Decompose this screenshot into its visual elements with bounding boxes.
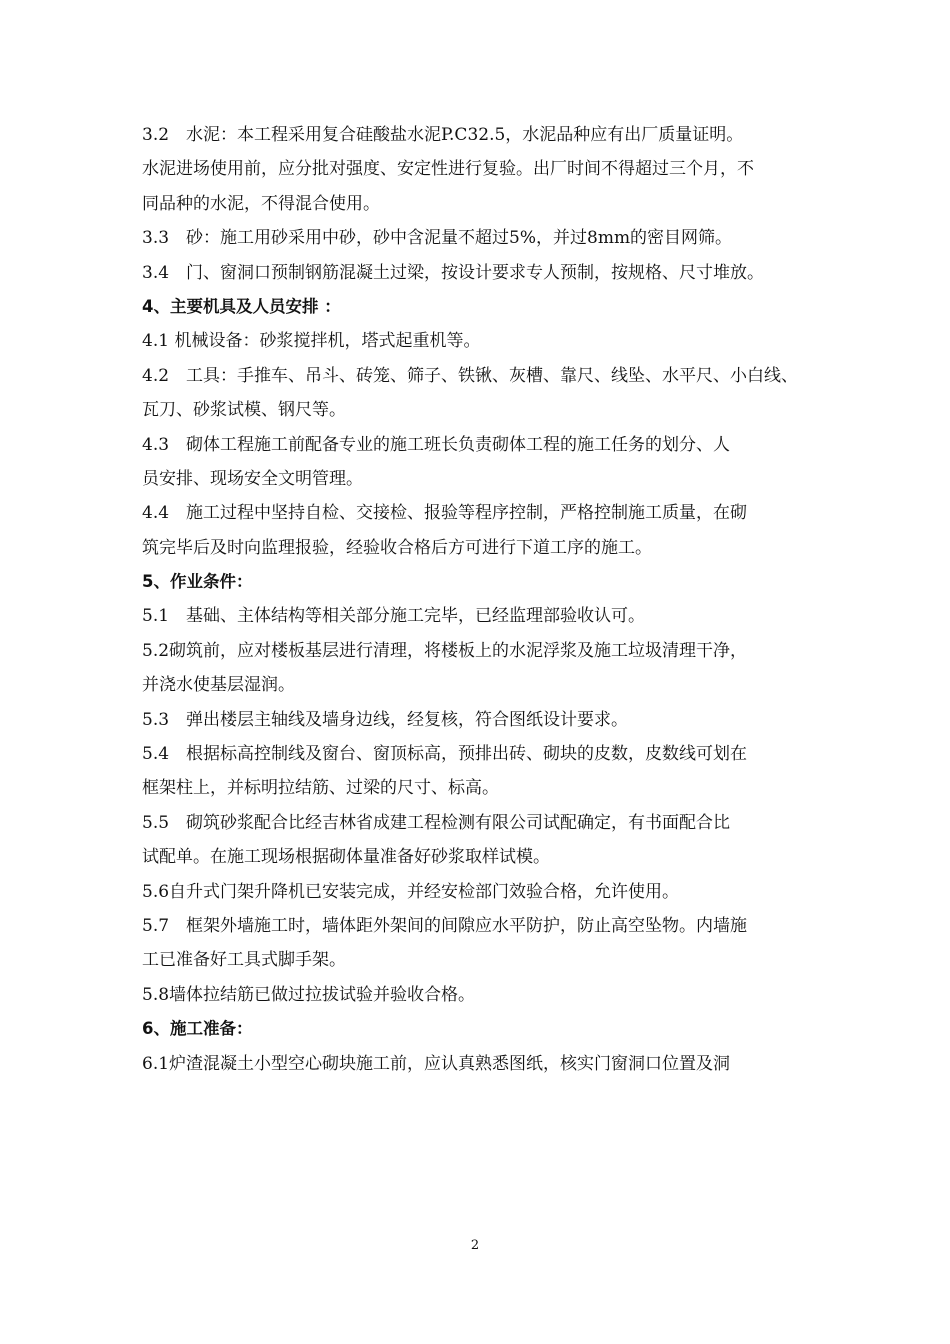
text-line: 5.8墙体拉结筋已做过拉拔试验并验收合格。 (142, 984, 476, 1005)
text-line: 5.4 根据标高控制线及窗台、窗顶标高，预排出砖、砌块的皮数，皮数线可划在 (142, 744, 748, 765)
text-line: 5.7 框架外墙施工时，墙体距外架间的间隙应水平防护，防止高空坠物。内墙施 (142, 915, 748, 936)
text-line: 瓦刀、砂浆试模、钢尺等。 (142, 400, 346, 421)
text-line: 员安排、现场安全文明管理。 (142, 468, 363, 489)
text-line: 3.3 砂：施工用砂采用中砂，砂中含泥量不超过5%，并过8mm的密目网筛。 (142, 228, 733, 249)
text-line: 3.4 门、窗洞口预制钢筋混凝土过梁，按设计要求专人预制，按规格、尺寸堆放。 (142, 262, 765, 283)
text-line: 3.2 水泥：本工程采用复合硅酸盐水泥P.C32.5，水泥品种应有出厂质量证明。 (142, 125, 744, 145)
text-line: 水泥进场使用前，应分批对强度、安定性进行复验。出厂时间不得超过三个月，不 (142, 159, 754, 180)
text-line: 工已准备好工具式脚手架。 (142, 950, 346, 971)
text-line: 并浇水使基层湿润。 (142, 675, 295, 696)
text-line: 5.2砌筑前，应对楼板基层进行清理，将楼板上的水泥浮浆及施工垃圾清理干净， (142, 640, 748, 661)
text-line: 4.1 机械设备：砂浆搅拌机，塔式起重机等。 (142, 331, 481, 352)
text-line: 4.2 工具：手推车、吊斗、砖笼、筛子、铁锹、灰槽、靠尺、线坠、水平尺、小白线、 (142, 365, 799, 386)
text-line: 5.1 基础、主体结构等相关部分施工完毕，已经监理部验收认可。 (142, 606, 646, 627)
text-line: 5.5 砌筑砂浆配合比经吉林省成建工程检测有限公司试配确定，有书面配合比 (142, 812, 731, 833)
text-line: 同品种的水泥，不得混合使用。 (142, 193, 380, 214)
text-line: 框架柱上，并标明拉结筋、过梁的尺寸、标高。 (142, 778, 499, 799)
text-line: 4.3 砌体工程施工前配备专业的施工班长负责砌体工程的施工任务的划分、人 (142, 434, 731, 455)
page-number: 2 (470, 1238, 480, 1253)
text-line: 5.3 弹出楼层主轴线及墙身边线，经复核，符合图纸设计要求。 (142, 709, 629, 730)
section-heading: 6、施工准备： (142, 1019, 253, 1039)
text-line: 筑完毕后及时向监理报验，经验收合格后方可进行下道工序的施工。 (142, 537, 652, 558)
text-line: 4.4 施工过程中坚持自检、交接检、报验等程序控制，严格控制施工质量，在砌 (142, 503, 748, 524)
document-body (142, 118, 810, 1081)
text-line: 试配单。在施工现场根据砌体量准备好砂浆取样试模。 (142, 847, 550, 868)
section-heading: 5、作业条件： (142, 572, 253, 592)
text-line: 5.6自升式门架升降机已安装完成，并经安检部门效验合格，允许使用。 (142, 881, 680, 902)
text-line: 6.1炉渣混凝土小型空心砌块施工前，应认真熟悉图纸，核实门窗洞口位置及洞 (142, 1053, 731, 1074)
section-heading: 4、主要机具及人员安排 ： (142, 296, 341, 316)
